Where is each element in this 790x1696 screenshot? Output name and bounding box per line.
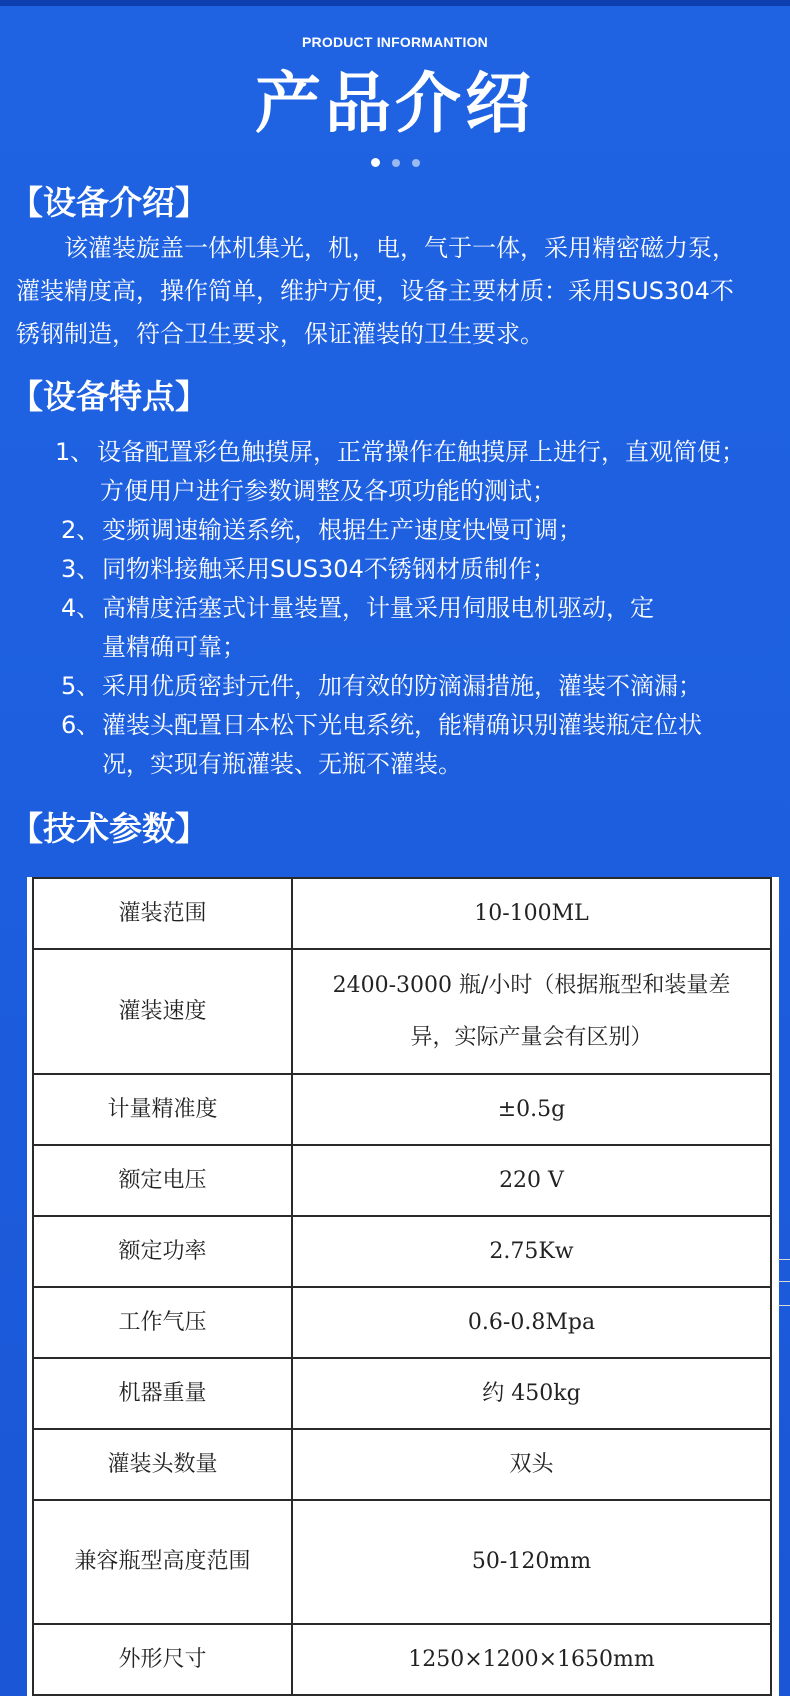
spec-value: 220 V <box>292 1145 771 1216</box>
intro-paragraph: 该灌装旋盖一体机集光，机，电，气于一体，采用精密磁力泵，灌装精度高，操作简单，维护方便，设备主要材质：采用SUS304不锈钢制造，符合卫生要求，保证灌装的卫生要求。 <box>16 234 736 348</box>
feature-number: 5、 <box>61 672 101 700</box>
spec-value: 0.6-0.8Mpa <box>292 1287 771 1358</box>
page-title: 产品介绍 <box>255 65 535 142</box>
spec-value: 1250×1200×1650mm <box>292 1624 771 1695</box>
feature-text: 灌装头配置日本松下光电系统，能精确识别灌装瓶定位状况，实现有瓶灌装、无瓶不灌装。 <box>102 711 702 778</box>
feature-number: 2、 <box>61 516 101 544</box>
specs-table <box>32 877 772 1696</box>
feature-text: 采用优质密封元件，加有效的防滴漏措施，灌装不滴漏； <box>102 672 702 700</box>
spec-value: ±0.5g <box>292 1074 771 1145</box>
spec-label: 外形尺寸 <box>33 1624 292 1695</box>
table-row <box>33 949 771 1074</box>
carousel-dot-active[interactable] <box>371 158 380 167</box>
table-row <box>33 1074 771 1145</box>
feature-text: 变频调速输送系统，根据生产速度快慢可调； <box>102 516 582 544</box>
spec-value: 10-100ML <box>292 878 771 949</box>
spec-value: 约 450kg <box>292 1358 771 1429</box>
table-row <box>33 1145 771 1216</box>
spec-value: 50-120mm <box>292 1500 771 1624</box>
table-row <box>33 1216 771 1287</box>
table-row <box>33 1287 771 1358</box>
table-row <box>33 1624 771 1695</box>
carousel-dots <box>0 158 790 167</box>
spec-label: 灌装速度 <box>33 949 292 1074</box>
carousel-dot[interactable] <box>412 159 420 167</box>
feature-number: 4、 <box>61 594 101 622</box>
feature-item <box>0 433 790 511</box>
feature-text: 同物料接触采用SUS304不锈钢材质制作； <box>102 555 556 583</box>
spec-label: 兼容瓶型高度范围 <box>33 1500 292 1624</box>
feature-number: 1、 <box>55 438 95 466</box>
edge-divider <box>778 1259 790 1260</box>
spec-label: 额定电压 <box>33 1145 292 1216</box>
feature-item <box>0 706 790 784</box>
spec-label: 灌装范围 <box>33 878 292 949</box>
feature-number: 3、 <box>61 555 101 583</box>
table-row <box>33 1500 771 1624</box>
feature-text: 设备配置彩色触摸屏，正常操作在触摸屏上进行，直观简便；方便用户进行参数调整及各项功能的测试； <box>97 438 745 505</box>
spec-label: 计量精准度 <box>33 1074 292 1145</box>
spec-value: 2.75Kw <box>292 1216 771 1287</box>
feature-item <box>0 511 790 550</box>
table-row <box>33 1358 771 1429</box>
table-row <box>33 878 771 949</box>
feature-item <box>0 589 790 667</box>
spec-label: 机器重量 <box>33 1358 292 1429</box>
feature-item <box>0 550 790 589</box>
feature-text: 高精度活塞式计量装置，计量采用伺服电机驱动，定量精确可靠； <box>102 594 654 661</box>
section-subtitle: PRODUCT INFORMANTION <box>302 34 488 50</box>
spec-label: 工作气压 <box>33 1287 292 1358</box>
features-heading: 【设备特点】 <box>10 377 208 416</box>
intro-heading: 【设备介绍】 <box>10 183 208 222</box>
specs-panel <box>27 877 779 1696</box>
specs-heading: 【技术参数】 <box>10 809 208 848</box>
edge-divider <box>778 1281 790 1282</box>
spec-value: 双头 <box>292 1429 771 1500</box>
features-list <box>0 433 790 784</box>
spec-label: 灌装头数量 <box>33 1429 292 1500</box>
feature-number: 6、 <box>61 711 101 739</box>
feature-item <box>0 667 790 706</box>
spec-value: 2400-3000 瓶/小时（根据瓶型和装量差异，实际产量会有区别） <box>292 949 771 1074</box>
edge-divider <box>778 1305 790 1306</box>
top-strip <box>0 0 790 6</box>
carousel-dot[interactable] <box>392 159 400 167</box>
table-row <box>33 1429 771 1500</box>
spec-label: 额定功率 <box>33 1216 292 1287</box>
